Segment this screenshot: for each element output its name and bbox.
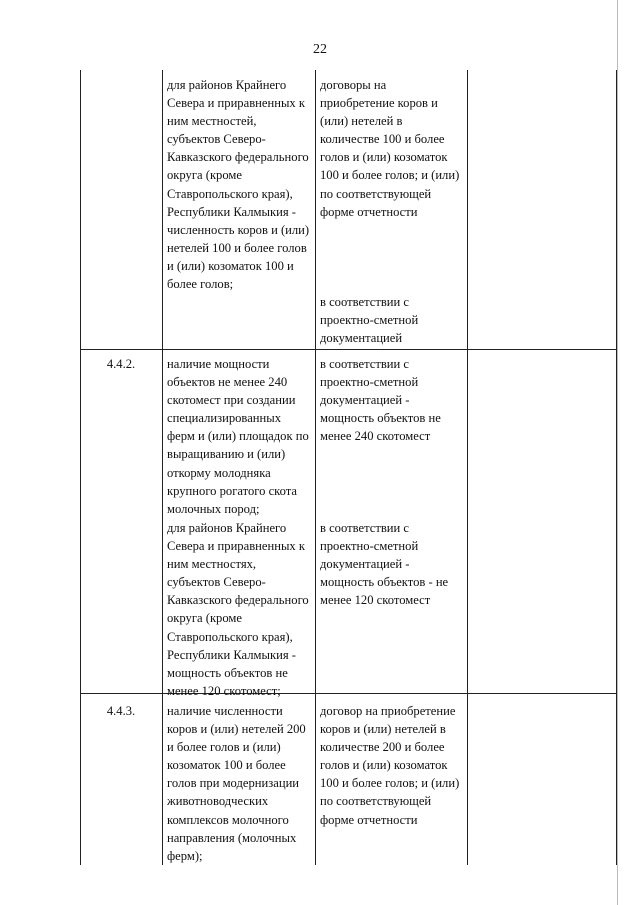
criterion-cell: наличие численности коров и (или) нетелей 200 и более голов и (или) козоматок 100 и более голов при модернизации животноводческих комплексов молочного направления (молочных ферм);	[167, 704, 306, 863]
table-row-divider	[80, 693, 617, 694]
documents-cell: в соответствии с проектно-сметной документацией - мощность объектов не менее 240 скотомест	[320, 357, 441, 444]
table-column-divider	[467, 70, 468, 865]
criterion-cell: для районов Крайнего Севера и приравненных к ним местностях, субъектов Северо- Кавказского федерального округа (кроме Ставропольского края), Республики Калмыкия - мощность объектов не менее 120 скотомест;	[167, 521, 309, 698]
table-border-left	[80, 70, 81, 865]
criterion-cell: наличие мощности объектов не менее 240 скотомест при создании специализированных ферм и (или) площадок по выращиванию и (или) откорму молодняка крупного рогатого скота молочных пород;	[167, 357, 309, 516]
documents-cell: договоры на приобретение коров и (или) нетелей в количестве 100 и более голов и (или) козоматок 100 и более голов; и (или) по соответствующей форме отчетности	[320, 78, 460, 219]
table-column-divider	[162, 70, 163, 865]
documents-cell: в соответствии с проектно-сметной документацией	[320, 295, 419, 346]
row-number: 4.4.3.	[106, 704, 136, 718]
table-column-divider	[315, 70, 316, 865]
table-row-divider	[80, 349, 617, 350]
documents-cell: договор на приобретение коров и (или) нетелей в количестве 200 и более голов и (или) козоматок 100 и более голов; и (или) по соответствующей форме отчетности	[320, 704, 460, 827]
documents-cell: в соответствии с проектно-сметной документацией - мощность объектов - не менее 120 скотомест	[320, 521, 449, 608]
page-number: 22	[313, 42, 327, 57]
row-number: 4.4.2.	[106, 357, 136, 371]
scan-edge	[617, 0, 640, 905]
criterion-cell: для районов Крайнего Севера и приравненных к ним местностей, субъектов Северо- Кавказского федерального округа (кроме Ставропольского края), Республики Калмыкия - численность коров и (или) нетелей 100 и более голов и (или) козоматок 100 и более голов;	[167, 78, 310, 292]
